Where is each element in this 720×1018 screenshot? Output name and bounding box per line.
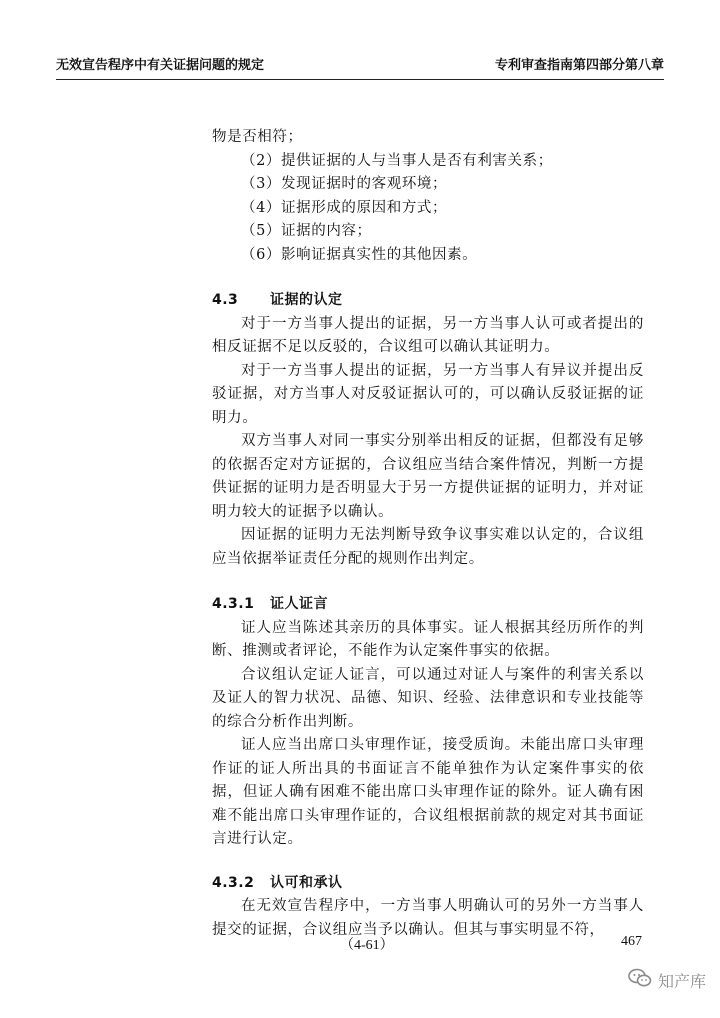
header-left-title: 无效宣告程序中有关证据问题的规定 <box>56 58 265 73</box>
section-title: 证人证言 <box>270 596 328 612</box>
section-heading-4-3-1 <box>212 593 644 617</box>
watermark <box>628 968 706 992</box>
section-title: 证据的认定 <box>270 292 343 308</box>
section-number: 4.3 <box>212 292 239 308</box>
list-item: （6）影响证据真实性的其他因素。 <box>241 246 478 263</box>
section-title: 认可和承认 <box>270 874 343 891</box>
paragraph: 合议组认定证人证言，可以通过对证人与案件的利害关系以及证人的智力状况、品德、知识、经验、法律意识和专业技能等的综合分析作出判断。 <box>212 666 644 730</box>
paragraph: 证人应当出席口头审理作证，接受质询。未能出席口头审理作证的证人所出具的书面证言不能单独作为认定案件事实的依据，但证人确有困难不能出席口头审理作证的除外。证人确有困难不能出席口头审理作证的，合议组根据前款的规定对其书面证言进行认定。 <box>212 737 644 847</box>
section-number: 4.3.1 <box>212 596 255 612</box>
paragraph: 对于一方当事人提出的证据，另一方当事人有异议并提出反驳证据，对方当事人对反驳证据认可的，可以确认反驳证据的证明力。 <box>212 362 644 426</box>
paragraph: 对于一方当事人提出的证据，另一方当事人认可或者提出的相反证据不足以反驳的，合议组可以确认其证明力。 <box>212 315 644 355</box>
watermark-text: 知产库 <box>657 971 706 991</box>
chat-bubble-icon <box>628 968 652 992</box>
list-item: （5）证据的内容； <box>241 223 372 239</box>
section-heading-4-3-2 <box>212 872 644 896</box>
paragraph: 双方当事人对同一事实分别举出相反的证据，但都没有足够的依据否定对方证据的，合议组应当结合案件情况，判断一方提供证据的证明力是否明显大于另一方提供证据的证明力，并对证明力较大的证据予以确认。 <box>212 433 644 520</box>
list-item: （3）发现证据时的客观环境； <box>241 176 448 192</box>
footer-page-number: 467 <box>621 934 642 949</box>
header-right-title: 专利审查指南第四部分第八章 <box>494 58 664 73</box>
paragraph: 在无效宣告程序中，一方当事人明确认可的另外一方当事人提交的证据，合议组应当予以确认。但其与事实明显不符， <box>212 898 644 938</box>
page-header <box>56 46 664 80</box>
list-item: （2）提供证据的人与当事人是否有利害关系； <box>241 152 553 169</box>
section-number: 4.3.2 <box>212 874 255 891</box>
paragraph: 证人应当陈述其亲历的具体事实。证人根据其经历所作的判断、推测或者评论，不能作为认定案件事实的依据。 <box>212 619 644 659</box>
list-item: （4）证据形成的原因和方式； <box>241 199 448 216</box>
paragraph: 因证据的证明力无法判断导致争议事实难以认定的，合议组应当依据举证责任分配的规则作出判定。 <box>212 527 644 567</box>
section-heading-4-3 <box>212 289 644 313</box>
continuation-text: 物是否相符； <box>212 129 303 145</box>
footer-page-label: （4-61） <box>340 938 394 953</box>
page-body <box>212 126 644 942</box>
